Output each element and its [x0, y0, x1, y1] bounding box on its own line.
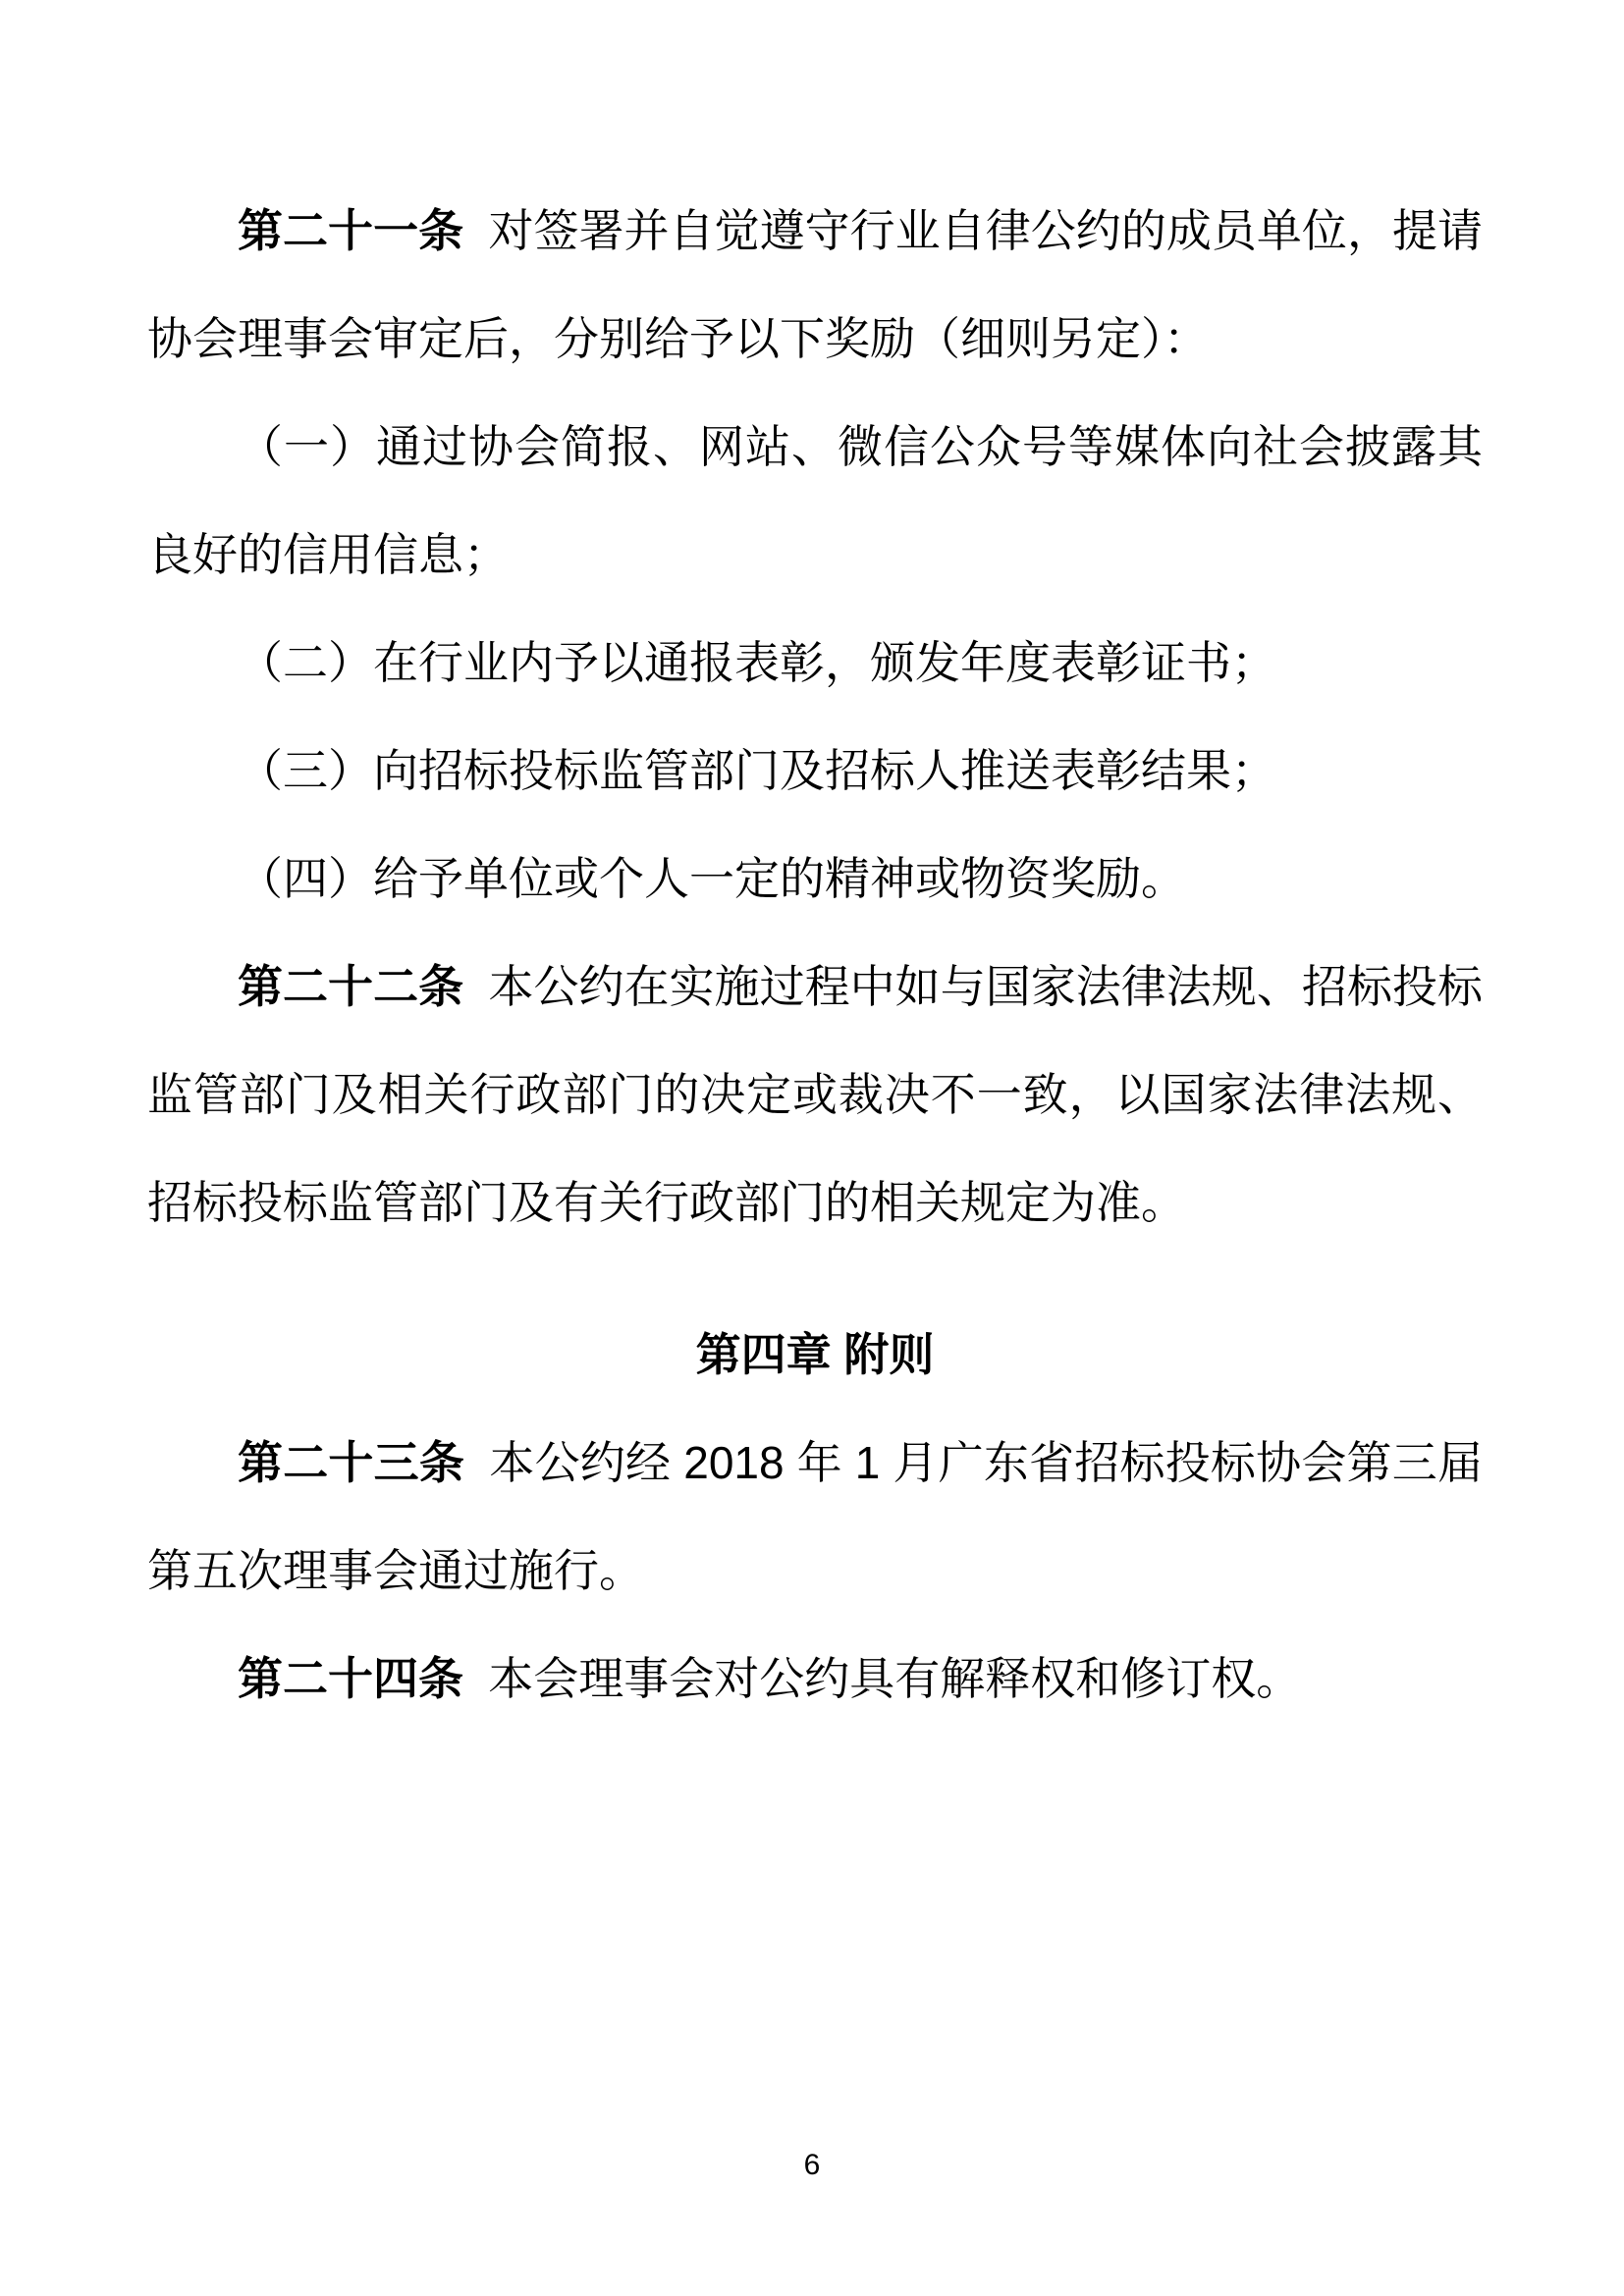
article-number: 第二十二条: [238, 961, 464, 1012]
article-number: 第二十一条: [238, 205, 464, 256]
article-number: 第二十三条: [238, 1437, 465, 1488]
list-item-1: [147, 393, 1483, 609]
article-text: 本公约在实施过程中如与国家法律法规、招标投标监管部门及相关行政部门的决定或裁决不一致，以国家法律法规、招标投标监管部门及有关行政部门的相关规定为准。: [147, 961, 1484, 1228]
article-paragraph-24: [147, 1625, 1483, 1733]
article-number: 第二十四条: [238, 1653, 463, 1704]
document-body: [147, 177, 1483, 1733]
page-footer: [0, 2148, 1624, 2183]
list-item-4: [147, 825, 1483, 933]
article-text: 本会理事会对公约具有解释权和修订权。: [488, 1653, 1302, 1704]
list-item-text: （三）向招标投标监管部门及招标人推送表彰结果；: [238, 745, 1276, 796]
list-item-text: （一）通过协会简报、网站、微信公众号等媒体向社会披露其良好的信用信息；: [147, 421, 1483, 580]
article-paragraph-23: [147, 1409, 1483, 1625]
list-item-text: （四）给予单位或个人一定的精神或物资奖励。: [238, 853, 1186, 904]
page-number: 6: [803, 2149, 821, 2181]
article-text: 本公约经 2018 年 1 月广东省招标投标协会第三届第五次理事会通过施行。: [147, 1437, 1483, 1596]
article-paragraph-22: [147, 933, 1483, 1256]
article-paragraph-21: [147, 177, 1483, 393]
list-item-2: [147, 609, 1483, 717]
list-item-3: [147, 717, 1483, 825]
chapter-heading: 第四章 附则: [695, 1329, 935, 1380]
article-text: 对签署并自觉遵守行业自律公约的成员单位，提请协会理事会审定后，分别给予以下奖励（细则另定）：: [147, 205, 1484, 364]
list-item-text: （二）在行业内予以通报表彰，颁发年度表彰证书；: [238, 637, 1276, 688]
